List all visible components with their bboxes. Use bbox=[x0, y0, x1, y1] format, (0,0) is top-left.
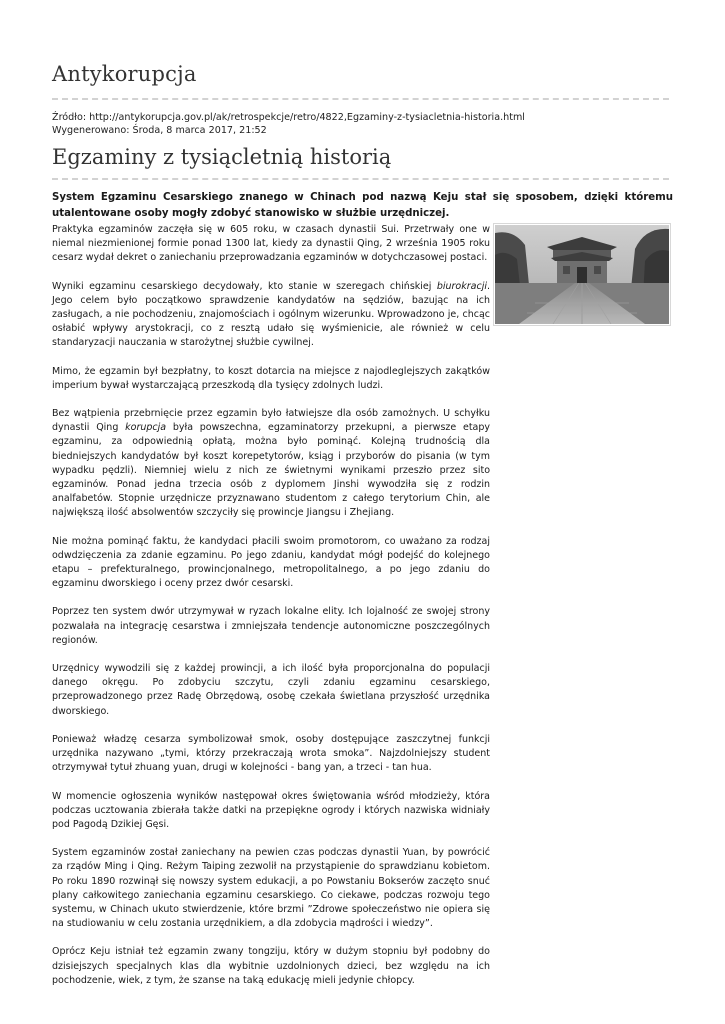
generated-date: Wygenerowano: Środa, 8 marca 2017, 21:52 bbox=[52, 125, 267, 136]
article-paragraph bbox=[52, 846, 490, 931]
emphasized-term: korupcja bbox=[125, 422, 167, 434]
paragraph-text: Praktyka egzaminów zaczęła się w 605 roku, w czasach dynastii Sui. Przetrwały one w niemal niezmienionej formie ponad 1300 lat, kiedy za dynastii Qing, 2 września 1905 roku cesarz wydał dekret o zaniechaniu przeprowadzania egzaminów w dotychczasowej postaci. bbox=[52, 224, 490, 264]
paragraph-text: Bez wątpienia przebrnięcie przez egzamin było łatwiejsze dla osób zamożnych. U schyłku dynastii Qing bbox=[52, 408, 490, 434]
article-paragraph bbox=[52, 945, 490, 988]
paragraph-text: Nie można pominąć faktu, że kandydaci płacili swoim promotorom, co uważano za rodzaj odwdzięczenia za zdanie egzaminu. Po jego zdaniu, kandydat mógł podejść do kolejnego etapu – prefekturalnego, prowincjonalnego, metropolitalnego, a po jego zdaniu do egzaminu dworskiego i oceny przez dwór cesarski. bbox=[52, 535, 490, 590]
article-paragraph bbox=[52, 407, 490, 521]
paragraph-text: była powszechna, egzaminatorzy przekupni, a pierwsze etapy egzaminu, za odpowiednią opłatą, można było pominąć. Kolejną trudnością dla biedniejszych kandydatów był koszt korepetytorów, ksiąg i przyborów do pisania (w tym wypadku pędzli). Niemniej wielu z nich ze świetnymi wynikami przeszło przez sito egzaminów. Ponad jedna trzecia osób z dyplomem Jinshi wywodziła się z rodzin analfabetów. Stopnie urzędnicze przyznawano studentom z całego terytorium Chin, ale największą ilość absolwentów szczyciły się prowincje Jiangsu i Zhejiang. bbox=[52, 422, 491, 519]
title-divider bbox=[52, 178, 669, 180]
article-paragraph bbox=[52, 790, 490, 833]
article-paragraph bbox=[52, 733, 490, 776]
article-body bbox=[52, 223, 490, 1002]
article-lead: System Egzaminu Cesarskiego znanego w Chinach pod nazwą Keju stał się sposobem, dzięki któremu utalentowane osoby mogły zdobyć stanowisko w służbie urzędniczej. bbox=[52, 192, 673, 219]
paragraph-text: . Jego celem było początkowo sprawdzenie kandydatów na sędziów, bazując na ich zasługach, a nie pochodzeniu, znajomościach i ogólnym wizerunku. Wprowadzono je, chcąc osłabić wpływy arystokracji, co z resztą udało się wyśmienicie, ale również w celu standaryzacji nauczania w starożytnej służbie cywilnej. bbox=[52, 280, 490, 349]
paragraph-text: System egzaminów został zaniechany na pewien czas podczas dynastii Yuan, by powrócić za rządów Ming i Qing. Reżym Taiping zezwolił na przystąpienie do sprawdzianu kobietom. Po roku 1890 rozwinął się nowszy system edukacji, a po Powstaniu Bokserów zaczęto snuć plany całkowitego zaniechania egzaminu cesarskiego. Co ciekawe, podczas rozwoju tego systemu, w Chinach ukuto stwierdzenie, które brzmi ”Zdrowe społeczeństwo nie opiera się na studiowaniu w celu zostania urzędnikiem, a dla zdobycia mądrości i wiedzy”. bbox=[52, 847, 490, 930]
paragraph-text: Oprócz Keju istniał też egzamin zwany tongziju, który w dużym stopniu był podobny do dzisiejszych specjalnych klas dla wybitnie uzdolnionych dzieci, bez względu na ich pochodzenie, wiek, z tym, że szanse na taką edukację mieli jedynie chłopcy. bbox=[52, 946, 490, 986]
article-image bbox=[493, 223, 671, 326]
gate-photo bbox=[495, 225, 669, 324]
article-paragraph bbox=[52, 365, 490, 393]
article-paragraph bbox=[52, 535, 490, 592]
emphasized-term: biurokracji bbox=[436, 280, 487, 292]
article-title: Egzaminy z tysiącletnią historią bbox=[52, 145, 392, 169]
article-paragraph bbox=[52, 280, 490, 351]
paragraph-text: Poprzez ten system dwór utrzymywał w ryzach lokalne elity. Ich lojalność ze swojej strony pozwalała na integrację cesarstwa i zmniejszała tendencje autonomiczne poszczególnych regionów. bbox=[52, 606, 490, 646]
paragraph-text: Mimo, że egzamin był bezpłatny, to koszt dotarcia na miejsce z najodleglejszych zakątków imperium bywał wystarczającą przeszkodą dla tysięcy zdolnych ludzi. bbox=[52, 365, 490, 391]
article-paragraph bbox=[52, 605, 490, 648]
paragraph-text: Urzędnicy wywodzili się z każdej prowincji, a ich ilość była proporcjonalna do populacji danego okręgu. Po zdobyciu szczytu, czyli zdaniu egzaminu cesarskiego, przeprowadzonego przez Radę Obrzędową, osobę czekała świetlana przyszłość urzędnika dworskiego. bbox=[52, 663, 490, 717]
article-paragraph bbox=[52, 662, 490, 719]
site-title: Antykorupcja bbox=[52, 62, 197, 86]
paragraph-text: W momencie ogłoszenia wyników następował okres świętowania wśród młodzieży, która podczas ucztowania zbierała także datki na przepiękne ogrody i których nazwiska widniały pod Pagodą Dzikiej Gęsi. bbox=[52, 790, 490, 830]
article-paragraph bbox=[52, 223, 490, 266]
source-url: Źródło: http://antykorupcja.gov.pl/ak/retrospekcje/retro/4822,Egzaminy-z-tysiacletnia-historia.html bbox=[52, 112, 525, 123]
paragraph-text: Wyniki egzaminu cesarskiego decydowały, kto stanie w szeregach chińskiej bbox=[52, 280, 437, 292]
paragraph-text: Ponieważ władzę cesarza symbolizował smok, osoby dostępujące zaszczytnej funkcji urzędnika nazywano „tymi, którzy przekraczają wrota smoka”. Najzdolniejszy student otrzymywał tytuł zhuang yuan, drugi w kolejności - bang yan, a trzeci - tan hua. bbox=[52, 733, 490, 774]
header-divider bbox=[52, 98, 669, 100]
source-meta bbox=[52, 111, 525, 137]
